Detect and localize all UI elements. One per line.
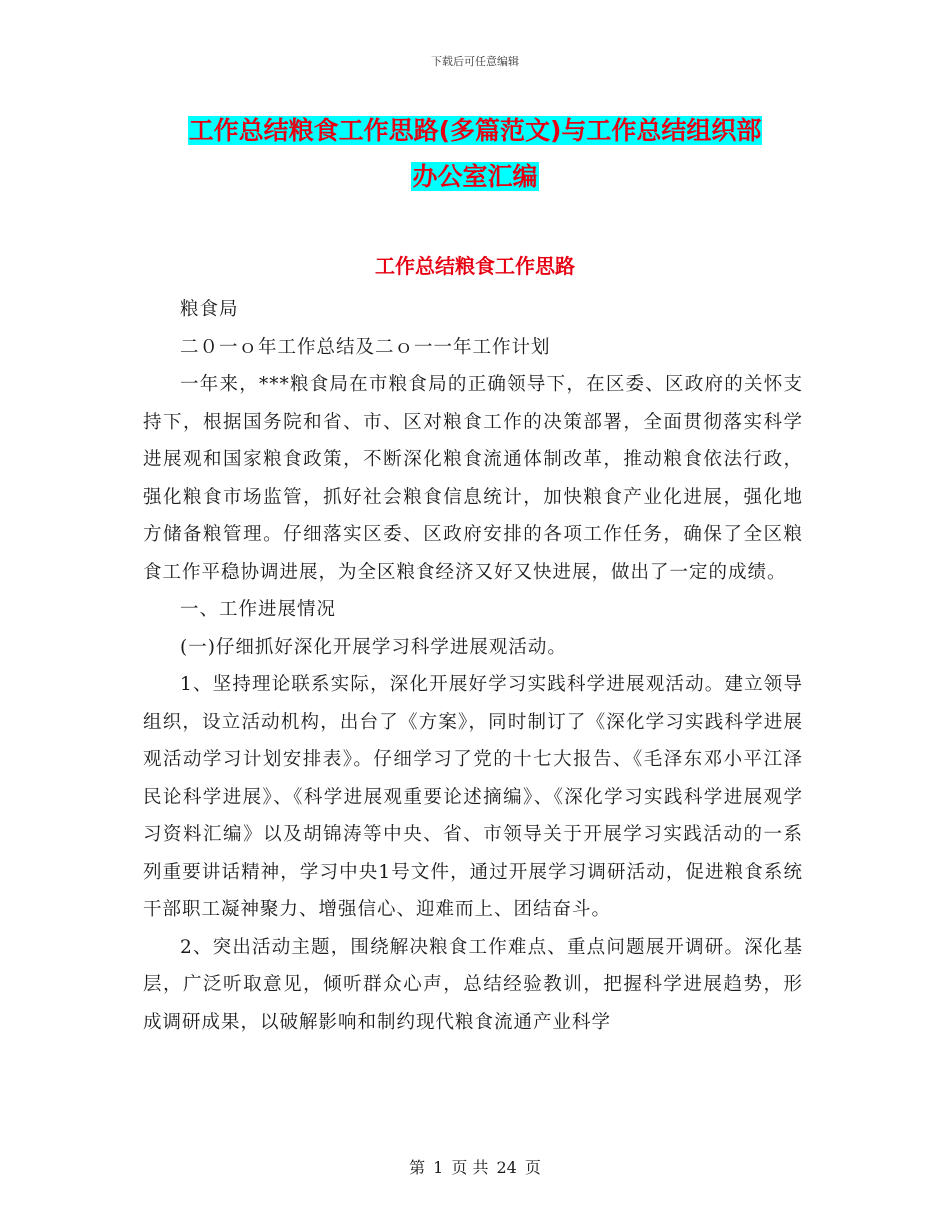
page-number: 1 <box>433 1158 444 1177</box>
paragraph: 1、坚持理论联系实际，深化开展好学习实践科学进展观活动。建立领导组织，设立活动机构，出台了《方案》，同时制订了《深化学习实践科学进展观活动学习计划安排表》。仔细学习了党的十七大报告、《毛泽东邓小平江泽民论科学进展》、《科学进展观重要论述摘编》、《深化学习实践科学进展观学习资料汇编》以及胡锦涛等中央、省、市领导关于开展学习实践活动的一系列重要讲话精神，学习中央1号文件，通过开展学习调研活动，促进粮食系统干部职工凝神聚力、增强信心、迎难而上、团结奋斗。 <box>143 674 803 920</box>
title-line-2: 办公室汇编 <box>412 162 538 191</box>
paragraph: 二０一ｏ年工作总结及二ｏ一一年工作计划 <box>180 336 551 358</box>
page-prefix: 第 <box>409 1158 426 1177</box>
title-line-1: 工作总结粮食工作思路(多篇范文)与工作总结组织部 <box>188 116 762 145</box>
paragraph: 2、突出活动主题，围绕解决粮食工作难点、重点问题展开调研。深化基层，广泛听取意见，倾听群众心声，总结经验教训，把握科学进展趋势，形成调研成果，以破解影响和制约现代粮食流通产业科学 <box>143 936 803 1033</box>
page-total: 24 <box>496 1158 517 1177</box>
paragraph: 一年来，***粮食局在市粮食局的正确领导下，在区委、区政府的关怀支持下，根据国务院和省、市、区对粮食工作的决策部署，全面贯彻落实科学进展观和国家粮食政策，不断深化粮食流通体制改革，推动粮食依法行政，强化粮食市场监管，抓好社会粮食信息统计，加快粮食产业化进展，强化地方储备粮管理。仔细落实区委、区政府安排的各项工作任务，确保了全区粮食工作平稳协调进展，为全区粮食经济又好又快进展，做出了一定的成绩。 <box>143 374 803 583</box>
body-text <box>143 291 803 1041</box>
section-title: 工作总结粮食工作思路 <box>375 254 575 278</box>
paragraph: 粮食局 <box>180 299 239 320</box>
paragraph: 一、工作进展情况 <box>180 599 337 620</box>
page-suffix: 页 <box>524 1158 541 1177</box>
page-mid: 页 共 <box>451 1158 489 1177</box>
paragraph: (一)仔细抓好深化开展学习科学进展观活动。 <box>180 636 567 658</box>
page-footer <box>0 1155 950 1178</box>
document-title <box>0 108 950 200</box>
header-note: 下载后可任意编辑 <box>431 55 519 68</box>
